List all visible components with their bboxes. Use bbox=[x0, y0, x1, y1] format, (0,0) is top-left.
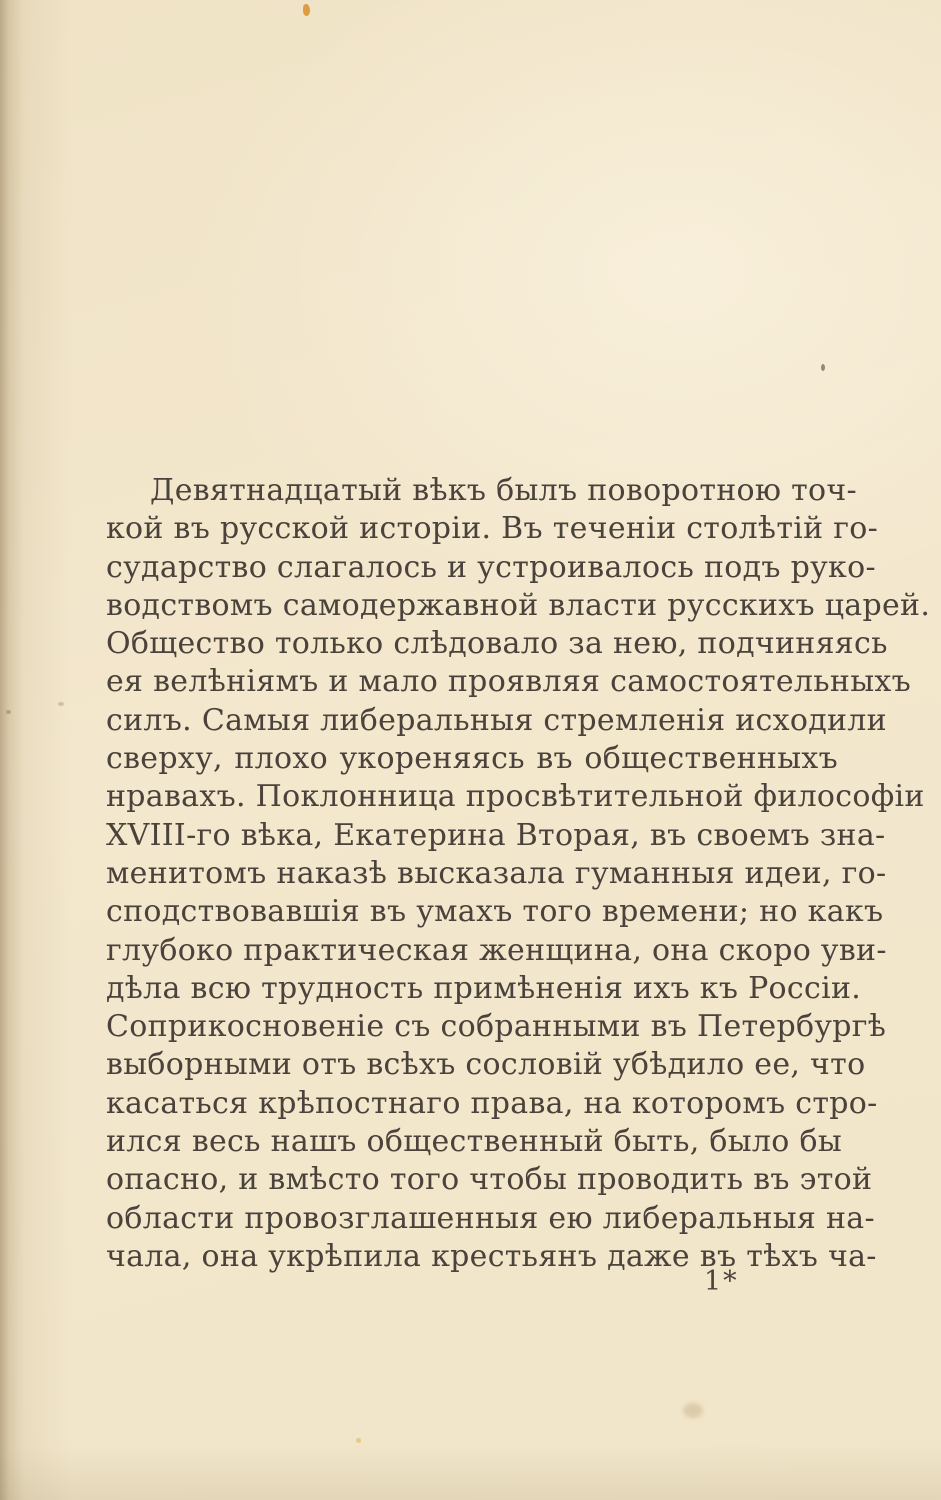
text-line: сударство слагалось и устроивалось подъ руко- bbox=[106, 549, 876, 585]
text-line: Общество только слѣдовало за нею, подчиняясь bbox=[106, 626, 888, 662]
paper-smudge bbox=[683, 1403, 703, 1418]
paper-speck-left-mid bbox=[58, 702, 64, 706]
signature-mark: 1* bbox=[704, 1266, 739, 1297]
text-line: водствомъ самодержавной власти русскихъ царей. bbox=[106, 587, 931, 623]
text-line: касаться крѣпостнаго права, на которомъ стро- bbox=[106, 1085, 878, 1121]
paper-speck-orange bbox=[303, 4, 310, 16]
text-line: менитомъ наказѣ высказала гуманныя идеи, го- bbox=[106, 855, 887, 891]
text-line: Девятнадцатый вѣкъ былъ поворотною точ- bbox=[150, 473, 857, 508]
paper-speck-dark bbox=[821, 364, 825, 371]
body-text bbox=[106, 472, 931, 1276]
text-line: силъ. Самыя либеральныя стремленія исходили bbox=[106, 702, 887, 738]
text-line: кой въ русской исторіи. Въ теченіи столѣтій го- bbox=[106, 511, 879, 547]
text-line: нравахъ. Поклонница просвѣтительной философіи bbox=[106, 779, 925, 815]
text-line: ился весь нашъ общественный быть, было бы bbox=[106, 1124, 843, 1160]
text-line: сверху, плохо укореняясь въ общественныхъ bbox=[106, 741, 838, 777]
text-line: сподствовавшія въ умахъ того времени; но какъ bbox=[106, 894, 884, 930]
text-line: дѣла всю трудность примѣненія ихъ къ Россіи. bbox=[106, 970, 862, 1006]
paper-speck-yellow bbox=[356, 1438, 361, 1443]
text-line: ея велѣніямъ и мало проявляя самостоятельныхъ bbox=[106, 664, 911, 700]
text-line: глубоко практическая женщина, она скоро уви- bbox=[106, 932, 887, 968]
text-line: выборными отъ всѣхъ сословій убѣдило ее, что bbox=[106, 1047, 866, 1083]
text-line: чала, она укрѣпила крестьянъ даже въ тѣхъ ча- bbox=[106, 1238, 877, 1274]
paper-speck-left bbox=[6, 710, 11, 714]
text-line: опасно, и вмѣсто того чтобы проводить въ этой bbox=[106, 1162, 873, 1198]
text-line: XVIII-го вѣка, Екатерина Вторая, въ своемъ зна- bbox=[106, 817, 886, 853]
text-line: области провозглашенныя ею либеральныя на- bbox=[106, 1200, 875, 1236]
text-line: Соприкосновеніе съ собранными въ Петербургѣ bbox=[106, 1009, 887, 1045]
